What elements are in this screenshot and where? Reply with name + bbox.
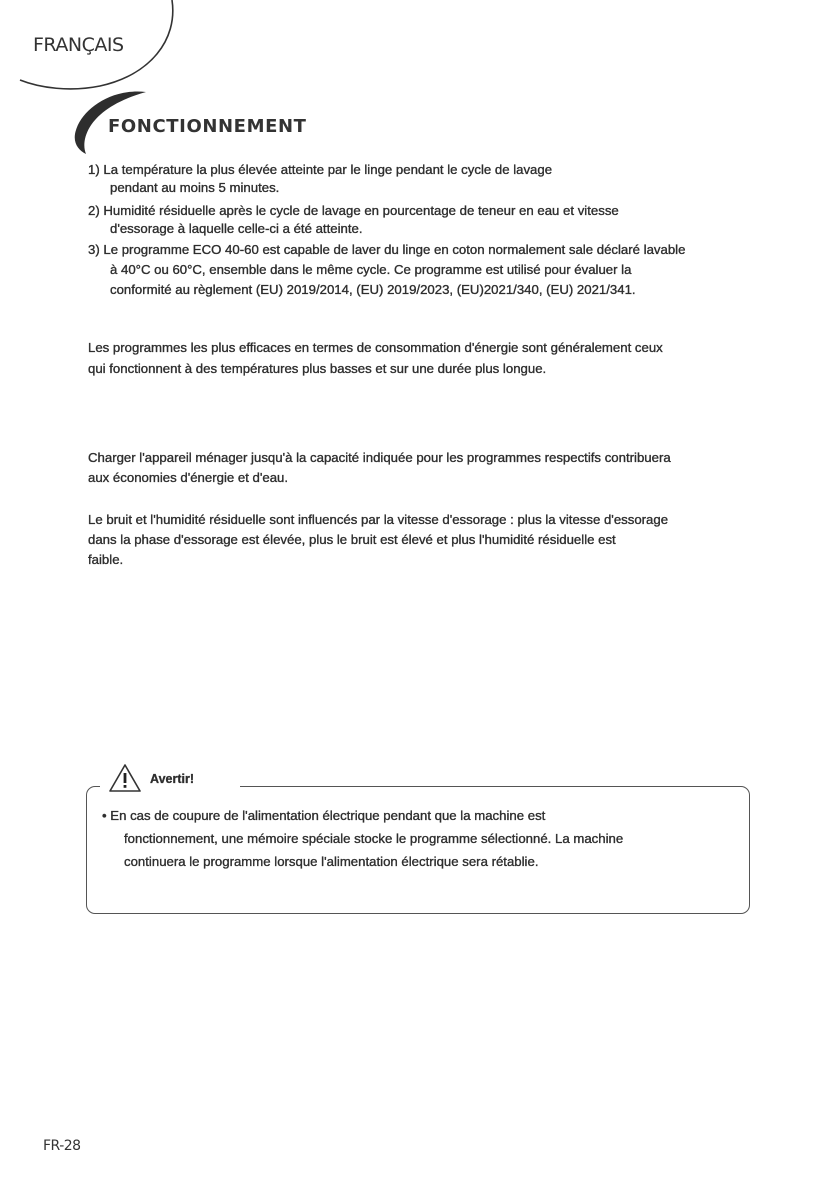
section-title: FONCTIONNEMENT xyxy=(108,116,307,137)
paragraph-2-line-2: aux économies d'énergie et d'eau. xyxy=(88,470,289,485)
warning-label: Avertir! xyxy=(150,772,194,786)
note-3-line-3: conformité au règlement (EU) 2019/2014, (EU) 2019/2023, (EU)2021/340, (EU) 2021/341. xyxy=(110,282,636,297)
paragraph-3-line-2: dans la phase d'essorage est élevée, plus le bruit est élevé et plus l'humidité résiduelle est xyxy=(88,532,616,547)
warning-line-3: continuera le programme lorsque l'alimentation électrique sera rétablie. xyxy=(124,854,539,869)
note-3-line-1: 3) Le programme ECO 40-60 est capable de laver du linge en coton normalement sale déclaré lavable xyxy=(88,242,686,257)
paragraph-3-line-1: Le bruit et l'humidité résiduelle sont influencés par la vitesse d'essorage : plus la vitesse d'essorage xyxy=(88,512,669,527)
language-label: FRANÇAIS xyxy=(33,34,124,56)
warning-border xyxy=(86,786,750,914)
note-2-line-1: 2) Humidité résiduelle après le cycle de lavage en pourcentage de teneur en eau et vitesse xyxy=(88,203,619,218)
note-2-line-2: d'essorage à laquelle celle-ci a été atteinte. xyxy=(110,221,363,236)
paragraph-2-line-1: Charger l'appareil ménager jusqu'à la capacité indiquée pour les programmes respectifs contribuera xyxy=(88,450,671,465)
warning-triangle-icon xyxy=(108,763,142,793)
note-1-line-1: 1) La température la plus élevée atteinte par le linge pendant le cycle de lavage xyxy=(88,162,553,177)
paragraph-3-line-3: faible. xyxy=(88,552,124,567)
page-number: FR-28 xyxy=(43,1138,81,1154)
warning-line-2: fonctionnement, une mémoire spéciale stocke le programme sélectionné. La machine xyxy=(124,831,624,846)
note-1-line-2: pendant au moins 5 minutes. xyxy=(110,180,280,195)
paragraph-1-line-2: qui fonctionnent à des températures plus basses et sur une durée plus longue. xyxy=(88,361,547,376)
warning-line-1: • En cas de coupure de l'alimentation électrique pendant que la machine est xyxy=(102,808,546,823)
paragraph-1-line-1: Les programmes les plus efficaces en termes de consommation d'énergie sont généralement ceux xyxy=(88,340,663,355)
note-3-line-2: à 40°C ou 60°C, ensemble dans le même cycle. Ce programme est utilisé pour évaluer la xyxy=(110,262,632,277)
